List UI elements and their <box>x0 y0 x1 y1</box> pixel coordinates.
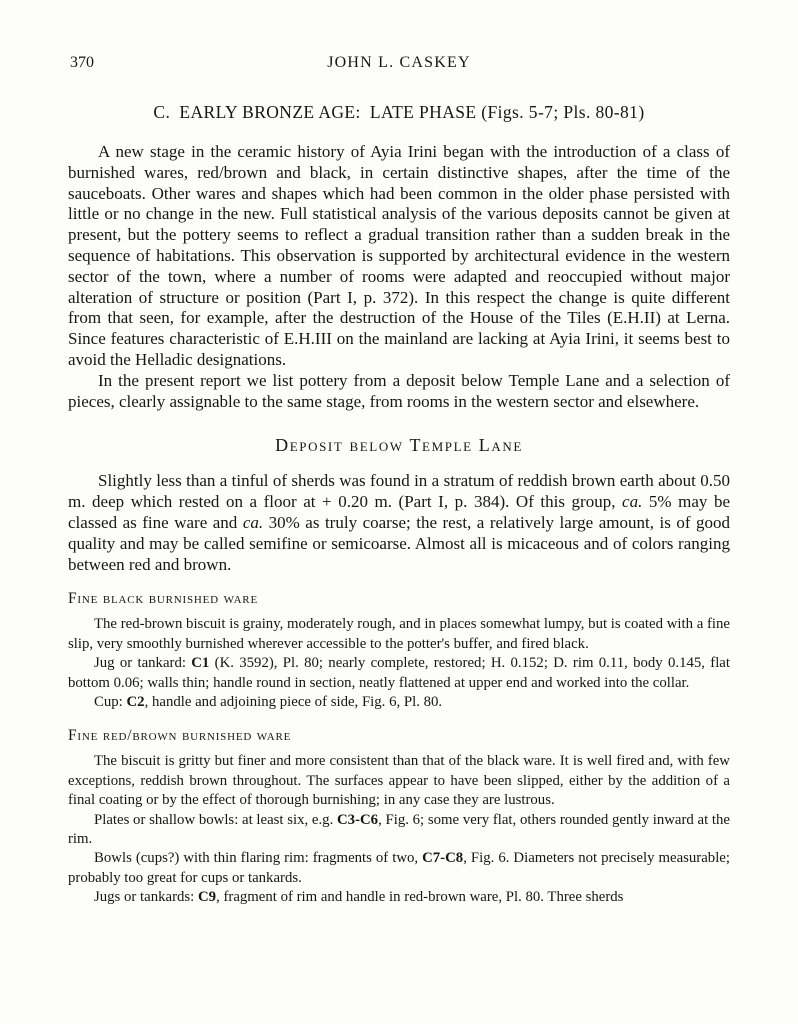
fine-red-brown-ware-heading: Fine red/brown burnished ware <box>68 727 292 745</box>
catalog-entry-c3-c6: Plates or shallow bowls: at least six, e.g. C3-C6, Fig. 6; some very flat, others rounded gently inward at the rim. <box>68 811 730 847</box>
section-title: C. EARLY BRONZE AGE: LATE PHASE (Figs. 5-7; Pls. 80-81) <box>153 102 645 122</box>
red-brown-ware-description: The biscuit is gritty but finer and more consistent than that of the black ware. It is well fired and, with few exceptions, reddish brown throughout. The surfaces appear to have been slipped, either by the addition of a final coating or by the effect of thorough burnishing; in any case they are lustrous. <box>68 753 730 809</box>
deposit-paragraph-1: Slightly less than a tinful of sherds was found in a stratum of reddish brown earth about 0.50 m. deep which rested on a floor at + 0.20 m. (Part I, p. 384). Of this group, ca. 5% may be classed as fine ware and ca. 30% as truly coarse; the rest, a relatively large amount, is of good quality and may be called semifine or semicoarse. Almost all is micaceous and of colors ranging between red and brown. <box>68 471 730 574</box>
intro-paragraph-1: A new stage in the ceramic history of Ayia Irini began with the introduction of a class of burnished wares, red/brown and black, in certain distinctive shapes, after the time of the sauceboats. Other wares and shapes which had been common in the older phase persisted with little or no change in the new. Full statistical analysis of the various deposits cannot be given at present, but the pottery seems to reflect a gradual transition rather than a sudden break in the sequence of habitations. This observation is supported by architectural evidence in the western sector of the town, where a number of rooms were adapted and reoccupied without major alteration of structure or position (Part I, p. 372). In this respect the change is quite different from that seen, for example, after the destruction of the House of the Tiles (E.H.II) at Lerna. Since features characteristic of E.H.III on the mainland are lacking at Ayia Irini, it seems best to avoid the Helladic designations. <box>68 142 730 369</box>
catalog-entry-c2: Cup: C2, handle and adjoining piece of side, Fig. 6, Pl. 80. <box>94 693 443 710</box>
intro-paragraph-2: In the present report we list pottery from a deposit below Temple Lane and a selection of pieces, clearly assignable to the same stage, from rooms in the western sector and elsewhere. <box>68 370 730 411</box>
fine-black-ware-heading: Fine black burnished ware <box>68 590 258 608</box>
black-ware-description: The red-brown biscuit is grainy, moderately rough, and in places somewhat lumpy, but is coated with a fine slip, very smoothly burnished wherever accessible to the potter's buffer, and fired black. <box>68 616 730 652</box>
page-number: 370 <box>70 54 94 71</box>
running-head-author: JOHN L. CASKEY <box>327 54 471 71</box>
catalog-entry-c7-c8: Bowls (cups?) with thin flaring rim: fragments of two, C7-C8, Fig. 6. Diameters not precisely measurable; probably too great for cups or tankards. <box>68 850 730 886</box>
deposit-section-heading: Deposit below Temple Lane <box>275 435 523 456</box>
catalog-entry-c9: Jugs or tankards: C9, fragment of rim and handle in red-brown ware, Pl. 80. Three sherds <box>94 889 624 906</box>
catalog-entry-c1: Jug or tankard: C1 (K. 3592), Pl. 80; nearly complete, restored; H. 0.152; D. rim 0.11, body 0.145, flat bottom 0.06; walls thin; handle round in section, neatly flattened at upper end and worked into the collar. <box>68 655 730 691</box>
running-header <box>68 54 730 76</box>
